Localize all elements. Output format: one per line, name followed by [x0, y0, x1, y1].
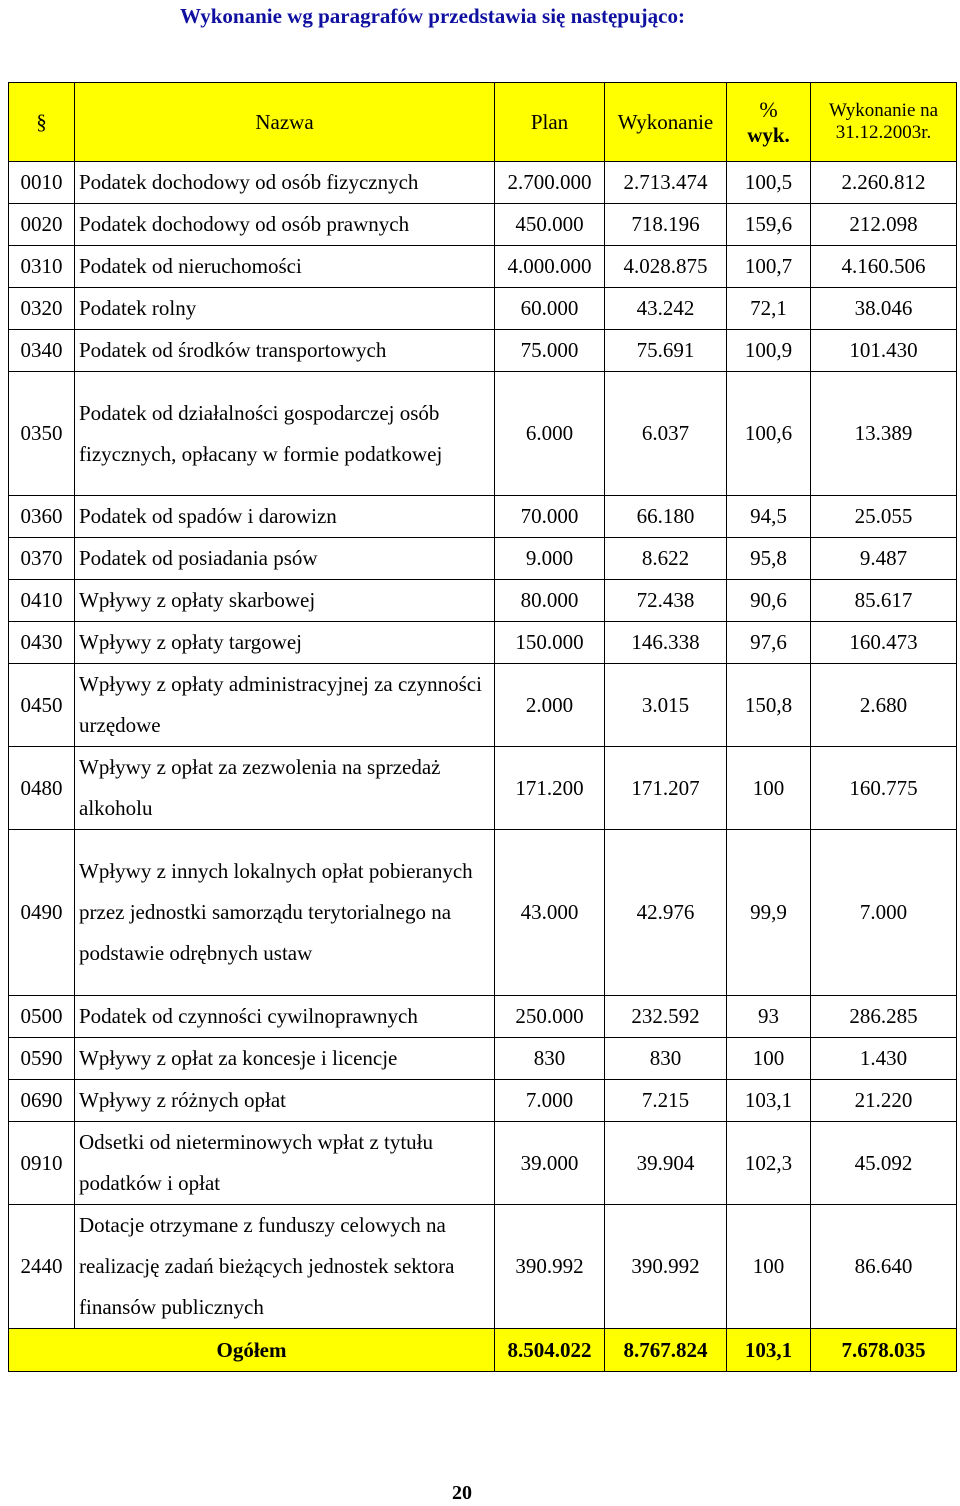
- row-pct: 100,9: [727, 330, 811, 372]
- row-pct: 100,6: [727, 372, 811, 496]
- header-name: Nazwa: [75, 83, 495, 162]
- row-plan: 7.000: [495, 1080, 605, 1122]
- row-prev: 85.617: [811, 580, 957, 622]
- table-row: [9, 996, 957, 1038]
- header-as-of-label: Wykonanie na: [828, 100, 939, 121]
- row-prev: 21.220: [811, 1080, 957, 1122]
- row-name: Dotacje otrzymane z funduszy celowych na realizację zadań bieżących jednostek sektora finansów publicznych: [75, 1205, 495, 1329]
- row-prev: 38.046: [811, 288, 957, 330]
- total-plan: 8.504.022: [495, 1329, 605, 1372]
- row-pct: 150,8: [727, 664, 811, 747]
- header-code: §: [9, 83, 75, 162]
- row-code: 0590: [9, 1038, 75, 1080]
- table-row: [9, 830, 957, 996]
- row-exec: 171.207: [605, 747, 727, 830]
- row-exec: 146.338: [605, 622, 727, 664]
- row-prev: 160.473: [811, 622, 957, 664]
- table-row: [9, 162, 957, 204]
- row-pct: 100: [727, 747, 811, 830]
- header-pct-symbol: %: [759, 96, 778, 122]
- row-name: Podatek rolny: [75, 288, 495, 330]
- total-row: [9, 1329, 957, 1372]
- row-pct: 100,5: [727, 162, 811, 204]
- row-code: 0020: [9, 204, 75, 246]
- row-pct: 159,6: [727, 204, 811, 246]
- table-row: [9, 1205, 957, 1329]
- row-plan: 2.000: [495, 664, 605, 747]
- row-code: 0500: [9, 996, 75, 1038]
- table-row: [9, 1038, 957, 1080]
- row-code: 0490: [9, 830, 75, 996]
- row-pct: 100: [727, 1205, 811, 1329]
- row-prev: 286.285: [811, 996, 957, 1038]
- row-plan: 6.000: [495, 372, 605, 496]
- row-name: Wpływy z różnych opłat: [75, 1080, 495, 1122]
- row-name: Podatek od spadów i darowizn: [75, 496, 495, 538]
- header-pct: [727, 83, 811, 162]
- row-exec: 39.904: [605, 1122, 727, 1205]
- table-row: [9, 1080, 957, 1122]
- total-exec: 8.767.824: [605, 1329, 727, 1372]
- row-name: Podatek od posiadania psów: [75, 538, 495, 580]
- row-plan: 4.000.000: [495, 246, 605, 288]
- table-row: [9, 580, 957, 622]
- row-plan: 830: [495, 1038, 605, 1080]
- row-plan: 39.000: [495, 1122, 605, 1205]
- row-code: 0350: [9, 372, 75, 496]
- row-code: 0480: [9, 747, 75, 830]
- row-exec: 7.215: [605, 1080, 727, 1122]
- row-exec: 3.015: [605, 664, 727, 747]
- row-name: Wpływy z innych lokalnych opłat pobieranych przez jednostki samorządu terytorialnego na podstawie odrębnych ustaw: [75, 830, 495, 996]
- row-name: Podatek od działalności gospodarczej osób fizycznych, opłacany w formie podatkowej: [75, 372, 495, 496]
- total-pct: 103,1: [727, 1329, 811, 1372]
- header-exec: Wykonanie: [605, 83, 727, 162]
- page-heading: Wykonanie wg paragrafów przedstawia się następująco:: [180, 4, 685, 28]
- row-plan: 70.000: [495, 496, 605, 538]
- row-prev: 2.680: [811, 664, 957, 747]
- row-prev: 13.389: [811, 372, 957, 496]
- header-plan: Plan: [495, 83, 605, 162]
- table-row: [9, 747, 957, 830]
- row-exec: 2.713.474: [605, 162, 727, 204]
- row-code: 0430: [9, 622, 75, 664]
- row-plan: 390.992: [495, 1205, 605, 1329]
- row-code: 0340: [9, 330, 75, 372]
- row-pct: 100,7: [727, 246, 811, 288]
- row-prev: 4.160.506: [811, 246, 957, 288]
- row-prev: 101.430: [811, 330, 957, 372]
- row-name: Wpływy z opłaty skarbowej: [75, 580, 495, 622]
- row-exec: 718.196: [605, 204, 727, 246]
- table-row: [9, 204, 957, 246]
- row-exec: 6.037: [605, 372, 727, 496]
- row-prev: 25.055: [811, 496, 957, 538]
- row-pct: 94,5: [727, 496, 811, 538]
- table-row: [9, 1122, 957, 1205]
- row-exec: 43.242: [605, 288, 727, 330]
- row-plan: 80.000: [495, 580, 605, 622]
- row-pct: 103,1: [727, 1080, 811, 1122]
- row-plan: 250.000: [495, 996, 605, 1038]
- header-pct-label: wyk.: [747, 122, 790, 147]
- row-code: 0360: [9, 496, 75, 538]
- row-name: Wpływy z opłat za zezwolenia na sprzedaż alkoholu: [75, 747, 495, 830]
- table-row: [9, 496, 957, 538]
- row-exec: 42.976: [605, 830, 727, 996]
- row-prev: 212.098: [811, 204, 957, 246]
- row-exec: 390.992: [605, 1205, 727, 1329]
- row-name: Podatek dochodowy od osób fizycznych: [75, 162, 495, 204]
- table-row: [9, 622, 957, 664]
- row-prev: 45.092: [811, 1122, 957, 1205]
- row-pct: 95,8: [727, 538, 811, 580]
- row-exec: 8.622: [605, 538, 727, 580]
- row-plan: 171.200: [495, 747, 605, 830]
- row-pct: 72,1: [727, 288, 811, 330]
- row-plan: 75.000: [495, 330, 605, 372]
- row-code: 0450: [9, 664, 75, 747]
- table-row: [9, 330, 957, 372]
- row-pct: 93: [727, 996, 811, 1038]
- row-plan: 9.000: [495, 538, 605, 580]
- row-pct: 100: [727, 1038, 811, 1080]
- row-exec: 75.691: [605, 330, 727, 372]
- row-name: Podatek od czynności cywilnoprawnych: [75, 996, 495, 1038]
- table-row: [9, 372, 957, 496]
- row-prev: 1.430: [811, 1038, 957, 1080]
- row-prev: 9.487: [811, 538, 957, 580]
- row-name: Odsetki od nieterminowych wpłat z tytułu podatków i opłat: [75, 1122, 495, 1205]
- row-pct: 97,6: [727, 622, 811, 664]
- row-exec: 232.592: [605, 996, 727, 1038]
- row-exec: 72.438: [605, 580, 727, 622]
- row-exec: 830: [605, 1038, 727, 1080]
- header-as-of-date: 31.12.2003r.: [835, 122, 932, 143]
- row-name: Wpływy z opłat za koncesje i licencje: [75, 1038, 495, 1080]
- header-as-of: [811, 83, 957, 162]
- row-pct: 102,3: [727, 1122, 811, 1205]
- row-code: 0010: [9, 162, 75, 204]
- total-label: Ogółem: [9, 1329, 495, 1372]
- row-prev: 7.000: [811, 830, 957, 996]
- page-number: 20: [452, 1482, 472, 1504]
- row-name: Wpływy z opłaty administracyjnej za czynności urzędowe: [75, 664, 495, 747]
- table-row: [9, 538, 957, 580]
- total-prev: 7.678.035: [811, 1329, 957, 1372]
- row-pct: 90,6: [727, 580, 811, 622]
- row-pct: 99,9: [727, 830, 811, 996]
- row-name: Wpływy z opłaty targowej: [75, 622, 495, 664]
- row-code: 0690: [9, 1080, 75, 1122]
- row-plan: 2.700.000: [495, 162, 605, 204]
- row-code: 0910: [9, 1122, 75, 1205]
- row-code: 0410: [9, 580, 75, 622]
- row-code: 0370: [9, 538, 75, 580]
- row-plan: 43.000: [495, 830, 605, 996]
- row-name: Podatek dochodowy od osób prawnych: [75, 204, 495, 246]
- row-name: Podatek od nieruchomości: [75, 246, 495, 288]
- row-name: Podatek od środków transportowych: [75, 330, 495, 372]
- row-prev: 2.260.812: [811, 162, 957, 204]
- table-row: [9, 246, 957, 288]
- row-code: 2440: [9, 1205, 75, 1329]
- row-exec: 4.028.875: [605, 246, 727, 288]
- budget-table: [8, 82, 957, 1372]
- row-plan: 450.000: [495, 204, 605, 246]
- row-code: 0320: [9, 288, 75, 330]
- row-prev: 160.775: [811, 747, 957, 830]
- row-plan: 60.000: [495, 288, 605, 330]
- row-code: 0310: [9, 246, 75, 288]
- row-exec: 66.180: [605, 496, 727, 538]
- row-plan: 150.000: [495, 622, 605, 664]
- table-header-row: [9, 83, 957, 162]
- table-row: [9, 288, 957, 330]
- table-row: [9, 664, 957, 747]
- row-prev: 86.640: [811, 1205, 957, 1329]
